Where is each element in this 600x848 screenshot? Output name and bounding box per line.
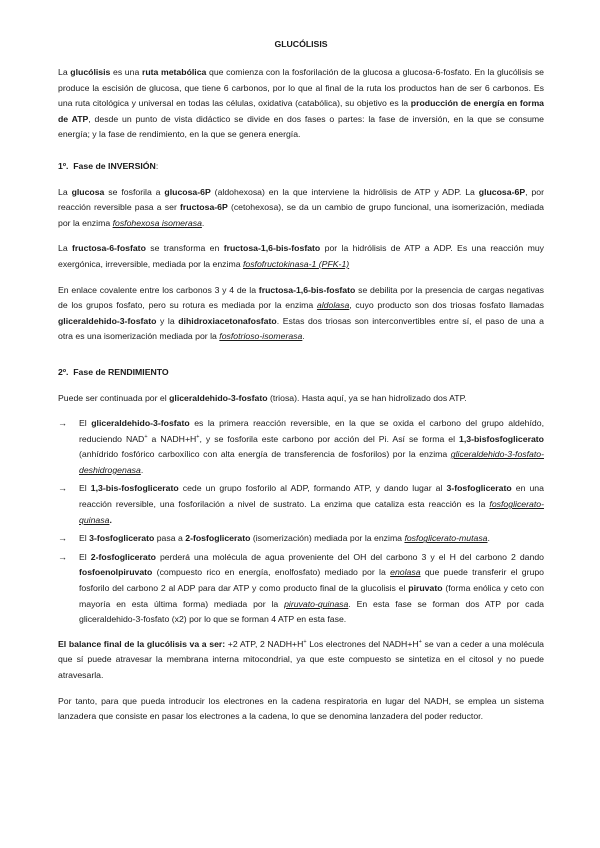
phase1-heading	[58, 159, 544, 175]
bold-term: 3-fosfoglicerato	[89, 533, 155, 544]
text-run: es la primera reacción reversible, en la que se oxida el carbono del grupo aldehído, reduciendo NAD	[79, 418, 544, 444]
section-number: 1º.	[58, 160, 69, 171]
text-run: . En esta fase se forman dos ATP por cada gliceraldehido-3-fosfato (x2) por lo que se forman 4 ATP en esta fase.	[79, 598, 544, 625]
phase2-step-list	[58, 416, 544, 628]
text-run: (forma enólica y ceto con mayoría en esta última forma) mediada por la	[79, 583, 544, 609]
text-run: , y se fosforila este carbono por acción del Pi. Así se forma el	[199, 433, 460, 444]
phase1-paragraph-1	[58, 185, 544, 232]
phase2-heading	[58, 365, 544, 381]
text-run: El	[79, 533, 90, 544]
text-run: .	[140, 464, 144, 475]
section-title: INVERSIÓN	[108, 160, 156, 171]
enzyme-name: fosfoglicerato-mutasa	[404, 533, 488, 544]
text-run: La	[58, 243, 73, 254]
bold-term: gliceraldehido-3-fosfato	[58, 315, 157, 326]
text-run: por la hidrólisis de ATP a ADP. Es una reacción muy exergónica, irreversible, mediada por la enzima	[58, 243, 545, 269]
list-item	[58, 531, 544, 547]
superscript: +	[196, 433, 200, 440]
text-run: (anhídrido fosfórico carboxílico con alta energía de transferencia de fosforilos) por la enzima	[79, 449, 451, 460]
text-run: en una reacción reversible, una fosforilación a nivel de sustrato. La enzima que cataliza esta reacción es la	[79, 483, 544, 510]
enzyme-name: fosfofructokinasa-1 (PFK-1)	[242, 258, 350, 269]
text-run: Fase de	[73, 160, 109, 171]
text-run: El	[79, 418, 92, 429]
bold-term: 1,3-bis-fosfoglicerato	[90, 483, 179, 494]
text-run: a NADH+H	[147, 433, 197, 444]
text-run: La	[58, 186, 72, 197]
bold-term: producción de energía en forma de ATP	[58, 98, 544, 124]
bold-term: 2-fosfoglicerato	[185, 533, 251, 544]
arrow-icon: →	[58, 533, 67, 544]
text-run: , por reacción reversible pasa a ser	[58, 186, 544, 213]
bold-term: 1,3-bisfosfoglicerato	[459, 433, 544, 444]
phase1-paragraph-3	[58, 283, 544, 345]
text-run: se fosforila a	[104, 186, 165, 197]
document-title: GLUCÓLISIS	[274, 39, 328, 49]
text-run: perderá una molécula de agua proveniente del OH del carbono 3 y el H del carbono 2 dando	[155, 551, 545, 562]
bold-term: fructosa-1,6-bis-fosfato	[223, 243, 321, 254]
text-run: (cetohexosa), se da un cambio de grupo funcional, una isomerización, mediada por la enzima	[58, 202, 545, 228]
section-title: RENDIMIENTO	[108, 366, 169, 377]
enzyme-name: fosfohexosa isomerasa	[112, 217, 202, 228]
text-run: se debilita por la presencia de cargas negativas de los grupos fosfato, pero su rotura es mediada por la enzima	[58, 284, 544, 311]
text-run: (compuesto rico en energía, enolfosfato) mediado por la	[152, 567, 391, 578]
list-item	[58, 550, 544, 628]
text-run: Los electrones del NADH+H	[306, 638, 419, 649]
document-page	[58, 38, 544, 735]
bold-term: fructosa-6-fosfato	[72, 243, 146, 254]
text-run: . Estas dos triosas son interconvertibles entre sí, el paso de una a otra es una isomerización mediada por la	[58, 315, 544, 342]
intro-paragraph	[58, 65, 544, 143]
enzyme-name: aldolasa	[316, 300, 350, 311]
bold-term: ruta metabólica	[141, 67, 207, 77]
bold-term: fosfoenolpiruvato	[79, 567, 153, 578]
enzyme-name: enolasa	[390, 567, 421, 578]
superscript: +	[144, 433, 148, 440]
bold-term: glucosa-6P	[478, 186, 526, 197]
text-run: Puede ser continuada por el	[58, 392, 170, 403]
bold-term: 3-fosfoglicerato	[446, 483, 512, 494]
arrow-icon: →	[58, 483, 67, 494]
text-run: (aldohexosa) en la que interviene la hidrólisis de ATP y ADP. La	[210, 186, 479, 197]
bold-term: fructosa-1,6-bis-fosfato	[258, 284, 356, 295]
text-run: .	[302, 331, 305, 342]
text-run: se van a ceder a una molécula que sí puede atravesar la membrana interna mitocondrial, ya que este compuesto se sintetiza en el citosol y no puede atravesarla.	[58, 638, 544, 680]
text-run: se transforma en	[145, 243, 224, 254]
enzyme-name: fosfotrioso-isomerasa	[219, 331, 303, 342]
bold-term: gliceraldehido-3-fosfato	[91, 418, 190, 429]
text-run: El	[79, 483, 91, 494]
bold-term: 2-fosfoglicerato	[90, 551, 156, 562]
enzyme-name: piruvato-quinasa	[284, 598, 349, 609]
phase2-intro	[58, 391, 544, 407]
text-run: , desde un punto de vista didáctico se divide en dos fases o partes: la fase de inversión, en la que se consume energía; y la fase de rendimiento, en la que se genera energía.	[58, 113, 544, 140]
text-run: En enlace covalente entre los carbonos 3 y 4 de la	[58, 284, 259, 295]
text-run: y la	[156, 315, 179, 326]
superscript: +	[303, 638, 307, 645]
bold-term: fructosa-6P	[180, 202, 228, 213]
superscript: +	[418, 638, 422, 645]
balance-paragraph	[58, 637, 544, 684]
text-run: , cuyo producto son dos triosas fosfato llamadas	[349, 300, 544, 311]
text-run: .	[109, 514, 112, 525]
bold-term: dihidroxiacetonafosfato	[178, 315, 277, 326]
phase1-paragraph-2	[58, 241, 544, 272]
bold-term: glucólisis	[70, 67, 111, 77]
bold-term: glucosa-6P	[164, 186, 211, 197]
text-run: que puede transferir el grupo fosforilo del carbono 2 al ADP para dar ATP y como producto final de la glucolisis el	[79, 567, 544, 594]
arrow-icon: →	[58, 418, 67, 429]
bold-term: glucosa	[71, 186, 105, 197]
enzyme-name: fosfoglicerato-quinasa	[79, 499, 544, 525]
text-run: :	[155, 160, 159, 171]
bold-term: El balance final de la glucólisis va a ser:	[58, 638, 226, 649]
bold-term: piruvato	[408, 583, 443, 594]
bold-term: gliceraldehido-3-fosfato	[169, 392, 268, 403]
text-run: cede un grupo fosforilo al ADP, formando ATP, y dando lugar al	[178, 483, 447, 494]
list-item	[58, 481, 544, 528]
text-run: pasa a	[154, 533, 186, 544]
text-run: Fase de	[73, 366, 109, 377]
text-run: .	[487, 533, 490, 544]
text-run: .	[201, 217, 205, 228]
enzyme-name: gliceraldehido-3-fosfato-deshidrogenasa	[79, 449, 544, 475]
text-run: (triosa). Hasta aquí, ya se han hidrolizado dos ATP.	[267, 392, 467, 403]
closing-paragraph: Por tanto, para que pueda introducir los electrones en la cadena respiratoria en lugar del NADH, se emplea un sistema lanzadera que consiste en pasar los electrones a la cadena, lo que se denomina lanzadera del poder reductor.	[58, 695, 544, 722]
text-run: es una	[110, 67, 142, 77]
text-run: +2 ATP, 2 NADH+H	[225, 638, 304, 649]
text-run: que comienza con la fosforilación de la glucosa a glucosa-6-fosfato. En la glucólisis se produce la escisión de glucosa, que tiene 6 carbonos, por lo que al final de la ruta los productos han de ser 6 carbonos. Es una ruta citológica y universal en todas las células, oxidativa (catabólica), su objetivo es la	[58, 67, 545, 109]
arrow-icon: →	[58, 551, 67, 562]
text-run: La	[58, 67, 71, 77]
text-run: El	[79, 551, 91, 562]
list-item	[58, 416, 544, 478]
section-number: 2º.	[58, 366, 69, 377]
text-run: (isomerización) mediada por la enzima	[250, 533, 405, 544]
